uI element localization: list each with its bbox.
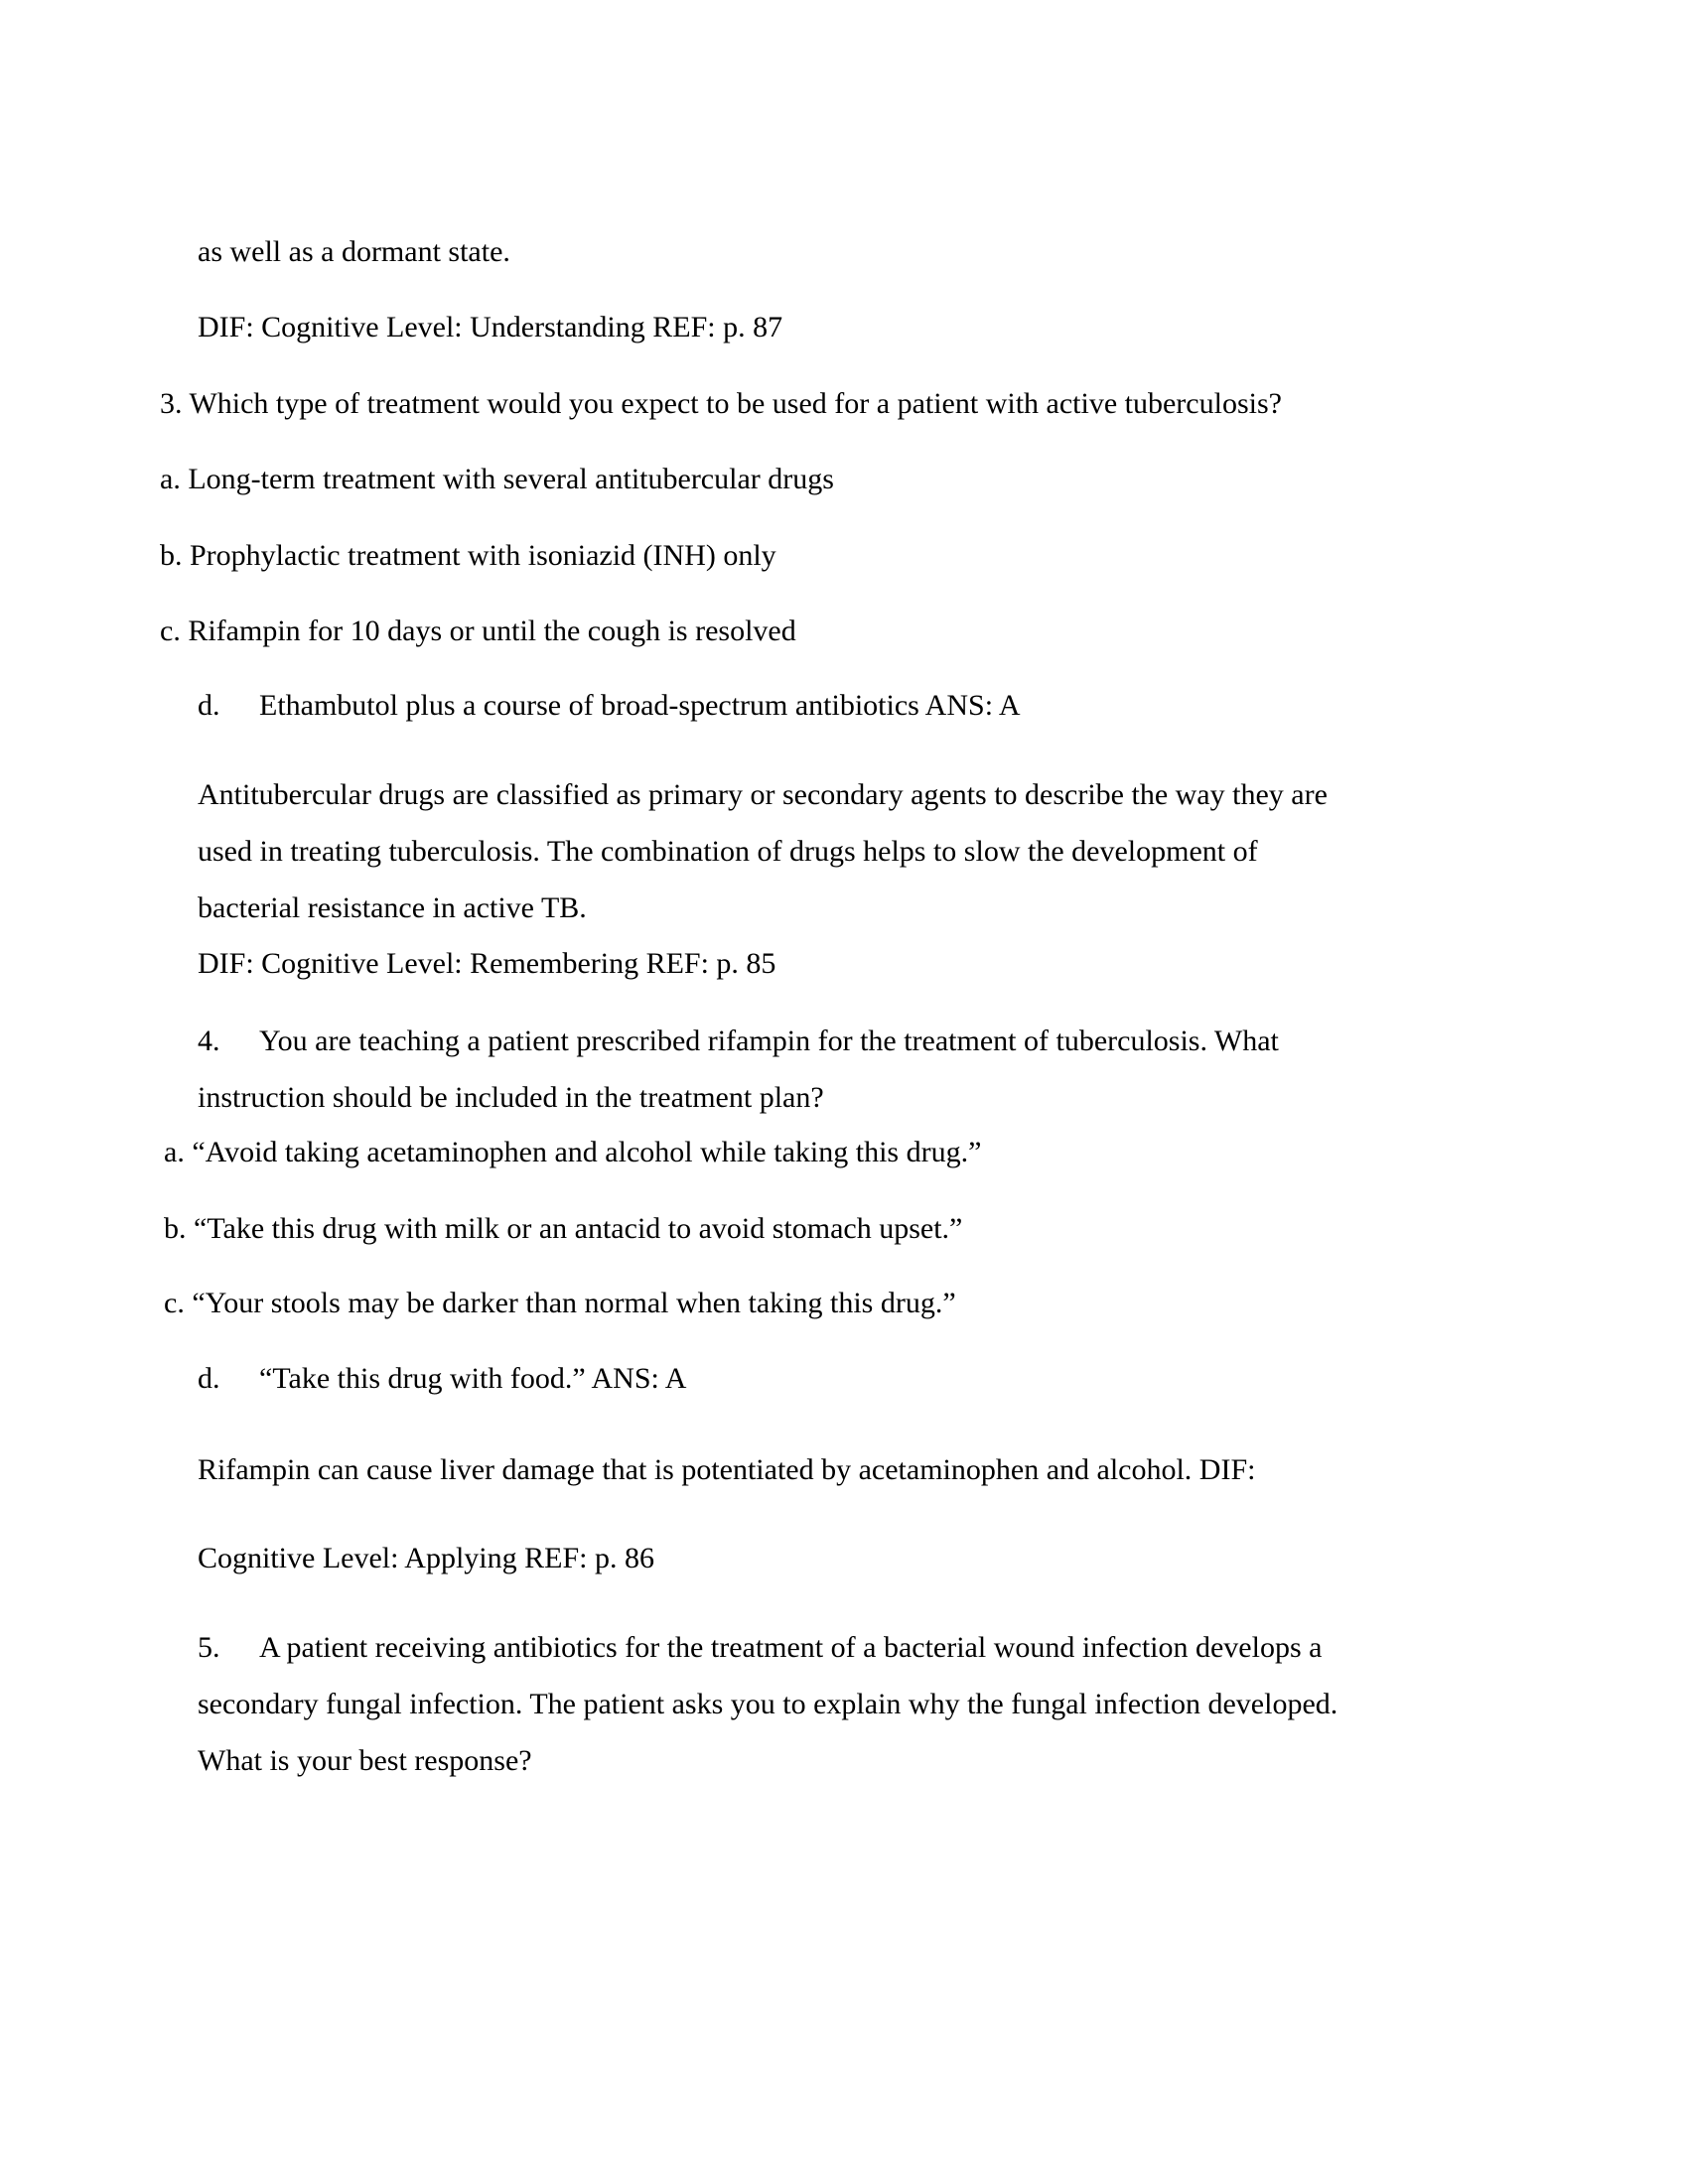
option-letter: d. [198,1362,220,1395]
question-text: What is your best response? [198,1744,532,1777]
question-4-meta: Cognitive Level: Applying REF: p. 86 [198,1542,654,1574]
option-text: “Take this drug with food.” ANS: A [259,1362,687,1395]
question-3-stem [160,384,1282,424]
option-letter: d. [198,689,220,722]
option-text: Long-term treatment with several antitubercular drugs [188,463,834,495]
option-b [160,536,776,576]
rationale-line: bacterial resistance in active TB. [198,891,587,924]
rationale-line: Antitubercular drugs are classified as primary or secondary agents to describe the way they are [198,778,1328,811]
option-letter: b. [160,539,183,572]
option-text: Prophylactic treatment with isoniazid (INH) only [190,539,776,572]
continuation-text: as well as a dormant state. [198,235,510,268]
question-number: 3. [160,387,183,420]
option-text: “Avoid taking acetaminophen and alcohol while taking this drug.” [192,1136,982,1168]
option-letter: a. [164,1136,185,1168]
question-text: You are teaching a patient prescribed rifampin for the treatment of tuberculosis. What [259,1024,1279,1057]
option-text: “Take this drug with milk or an antacid to avoid stomach upset.” [194,1212,963,1245]
option-c [160,612,796,651]
option-letter: c. [160,614,181,647]
question-number: 4. [198,1024,220,1057]
question-number: 5. [198,1631,220,1664]
option-a [164,1133,981,1172]
option-d [198,1359,1191,1399]
question-3-meta: DIF: Cognitive Level: Remembering REF: p. 85 [198,947,776,980]
option-b [164,1209,962,1249]
question-text: secondary fungal infection. The patient asks you to explain why the fungal infection developed. [198,1688,1338,1720]
question-text: instruction should be included in the treatment plan? [198,1081,824,1114]
option-letter: b. [164,1212,187,1245]
question-5-stem [198,1628,1488,1668]
option-text: “Your stools may be darker than normal when taking this drug.” [192,1287,956,1319]
option-letter: c. [164,1287,185,1319]
question-4-stem [198,1022,1488,1061]
question-2-meta: DIF: Cognitive Level: Understanding REF: p. 87 [198,311,783,343]
option-text: Ethambutol plus a course of broad-spectrum antibiotics ANS: A [259,689,1021,722]
question-text: A patient receiving antibiotics for the treatment of a bacterial wound infection develops a [259,1631,1323,1664]
option-text: Rifampin for 10 days or until the cough is resolved [188,614,796,647]
rationale-line: used in treating tuberculosis. The combination of drugs helps to slow the development of [198,835,1258,868]
option-d [198,686,1389,726]
question-text: Which type of treatment would you expect to be used for a patient with active tuberculosis? [189,387,1282,420]
option-c [164,1284,956,1323]
option-a [160,460,834,499]
rationale-line: Rifampin can cause liver damage that is potentiated by acetaminophen and alcohol. DIF: [198,1453,1256,1486]
option-letter: a. [160,463,181,495]
